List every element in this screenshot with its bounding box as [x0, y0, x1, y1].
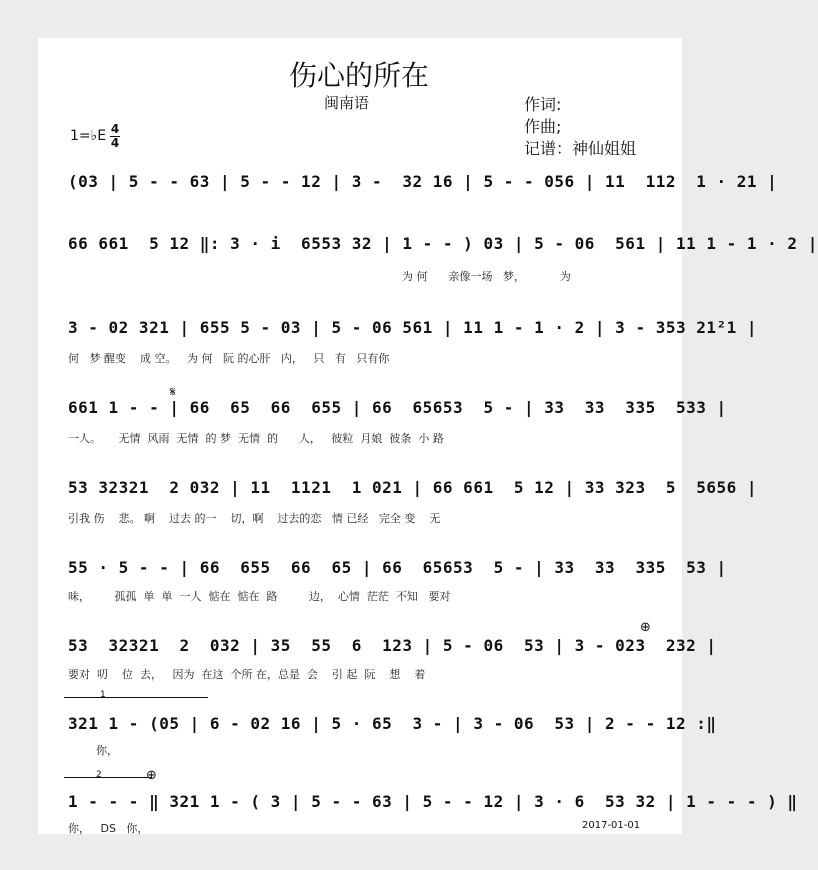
- lyric-row-5: 引我 伤 悲。 啊 过去 的一 切，啊 过去的恋 情 已经 完全 变 无: [68, 512, 441, 525]
- volta-2-label: 2: [96, 770, 102, 780]
- staff-row-6: 55 · 5 - - | 66 655 66 65 | 66 65653 5 - | 33 33 335 53 |: [68, 558, 727, 577]
- key-signature: 1=♭E: [70, 128, 107, 144]
- segno-icon: 𝄋: [170, 385, 176, 400]
- lyric-row-2: 为 何 亲像一场 梦， 为: [402, 270, 571, 283]
- lyricist-label: 作词:: [524, 95, 562, 114]
- lyric-row-7: 要对 叨 位 去， 因为 在这 个所 在，总是 会 引 起 阮 想 着: [68, 668, 426, 681]
- lyric-row-9: 你， DS 你，: [68, 822, 149, 835]
- staff-row-4: 661 1 - - | 66 65 66 655 | 66 65653 5 - | 33 33 335 533 |: [68, 398, 727, 417]
- coda-icon: ⊕: [146, 768, 157, 783]
- song-language: 闽南语: [324, 94, 370, 112]
- time-bottom: 4: [110, 136, 120, 150]
- transcriber-label: 记谱：神仙姐姐: [524, 139, 637, 158]
- coda-icon-top: ⊕: [640, 620, 651, 635]
- date-stamp: 2017-01-01: [582, 820, 641, 831]
- staff-row-7: 53 32321 2 032 | 35 55 6 123 | 5 - 06 53 | 3 - 023 232 |: [68, 636, 717, 655]
- lyric-row-8: 你，: [96, 744, 118, 757]
- composer-label: 作曲;: [524, 117, 562, 136]
- time-signature: [110, 124, 120, 149]
- staff-row-3: 3 - 02 321 | 655 5 - 03 | 5 - 06 561 | 11 1 - 1 · 2 | 3 - 353 21²1 |: [68, 318, 758, 337]
- song-title: 伤心的所在: [288, 59, 429, 92]
- volta-1-label: 1: [100, 690, 106, 700]
- staff-row-8: 321 1 - (05 | 6 - 02 16 | 5 · 65 3 - | 3 - 06 53 | 2 - - 12 :‖: [68, 714, 717, 733]
- lyric-row-6: 味， 孤孤 单 单 一人 惦在 惦在 路 边， 心情 茫茫 不知 要对: [68, 590, 451, 603]
- staff-row-2: 66 661 5 12 ‖: 3 · i 6553 32 | 1 - - ) 03 | 5 - 06 561 | 11 1 - 1 · 2 |: [68, 234, 818, 253]
- staff-row-5: 53 32321 2 032 | 11 1121 1 021 | 66 661 5 12 | 33 323 5 5656 |: [68, 478, 758, 497]
- volta-2-line: [64, 777, 152, 778]
- staff-row-9: 1 - - - ‖ 321 1 - ( 3 | 5 - - 63 | 5 - - 12 | 3 · 6 53 32 | 1 - - - ) ‖: [68, 792, 798, 811]
- lyric-row-4: 一人。 无情 风雨 无情 的 梦 无情 的 人， 彼粒 月娘 彼条 小 路: [68, 432, 444, 445]
- volta-1-line: [64, 697, 208, 698]
- staff-row-1: (03 | 5 - - 63 | 5 - - 12 | 3 - 32 16 | 5 - - 056 | 11 112 1 · 21 |: [68, 172, 778, 191]
- time-top: 4: [110, 122, 120, 136]
- lyric-row-3: 何 梦 醒变 成 空。 为 何 阮 的心肝 内， 只 有 只有你: [68, 352, 390, 365]
